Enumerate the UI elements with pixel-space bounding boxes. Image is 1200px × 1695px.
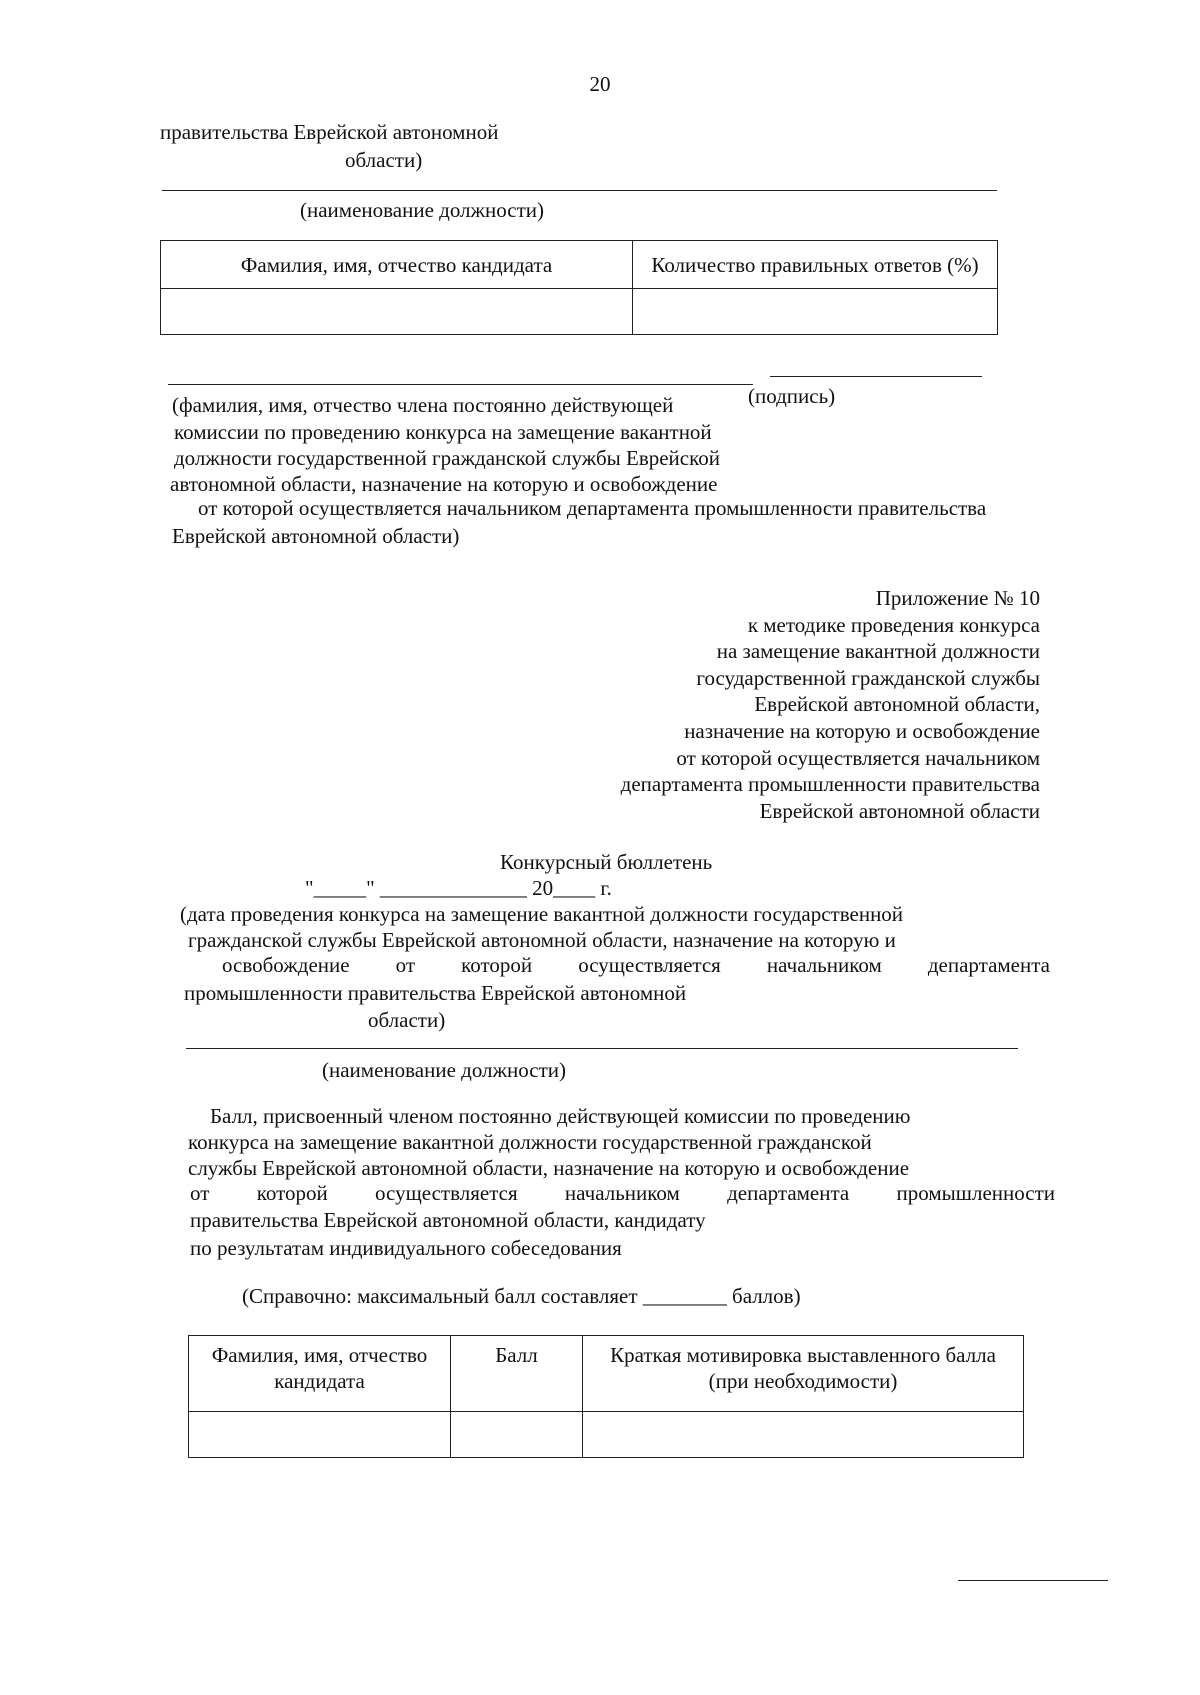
page-number: 20 [589, 72, 611, 96]
score-paragraph-line3: службы Еврейской автономной области, назначение на которую и освобождение [188, 1156, 910, 1180]
table-cell [189, 1412, 451, 1458]
member-caption-line5: от которой осуществляется начальником департамента промышленности правительства [198, 496, 987, 520]
header-motivation: Краткая мотивировка выставленного балла (при необходимости) [583, 1336, 1024, 1412]
table-header-row [161, 241, 998, 289]
member-caption-line4: автономной области, назначение на которую и освобождение [170, 472, 718, 496]
signature-underline [770, 376, 982, 377]
appendix-line: на замещение вакантной должности [716, 639, 1040, 664]
score-paragraph-line6: по результатам индивидуального собеседования [190, 1236, 622, 1260]
member-name-underline [168, 384, 753, 385]
position-caption: (наименование должности) [300, 198, 545, 222]
appendix-line: Еврейской автономной области, [754, 692, 1040, 717]
appendix-line: к методике проведения конкурса [747, 612, 1040, 637]
footer-line [958, 1580, 1108, 1581]
table-cell [161, 289, 633, 335]
table-cell [583, 1412, 1024, 1458]
score-paragraph-line5: правительства Еврейской автономной области, кандидату [190, 1208, 706, 1232]
score-paragraph-line2: конкурса на замещение вакантной должности государственной гражданской [188, 1130, 872, 1154]
ballot-date-line: "_____" ______________ 20____ г. [305, 876, 612, 900]
appendix-line: Еврейской автономной области [759, 798, 1040, 823]
date-caption-line5: области) [368, 1008, 446, 1032]
ballot-position-underline [186, 1048, 1018, 1049]
top-block-line2: области) [345, 148, 423, 172]
table-row [161, 289, 998, 335]
date-caption-line2: гражданской службы Еврейской автономной области, назначение на которую и [188, 928, 896, 952]
reference-note: (Справочно: максимальный балл составляет ________ баллов) [242, 1284, 801, 1308]
header-candidate-name: Фамилия, имя, отчество кандидата [189, 1336, 451, 1412]
score-paragraph-line1: Балл, присвоенный членом постоянно действующей комиссии по проведению [210, 1104, 911, 1128]
date-caption-line4: промышленности правительства Еврейской автономной [184, 981, 687, 1005]
header-score: Балл [451, 1336, 583, 1412]
ballot-position-caption: (наименование должности) [322, 1058, 567, 1082]
appendix-block [621, 585, 1040, 824]
member-caption-line6: Еврейской автономной области) [172, 524, 460, 548]
header-correct-answers: Количество правильных ответов (%) [633, 241, 998, 289]
date-caption-line3: освобождение от которой осуществляется начальником департамента [222, 953, 1050, 977]
score-paragraph-line4: от которой осуществляется начальником департамента промышленности [190, 1181, 1055, 1205]
table-row [189, 1412, 1024, 1458]
table-header-row [189, 1336, 1024, 1412]
appendix-line: назначение на которую и освобождение [684, 718, 1040, 743]
appendix-line: государственной гражданской службы [696, 665, 1040, 690]
ballot-score-table [188, 1335, 1024, 1458]
signature-caption: (подпись) [748, 384, 836, 408]
ballot-title: Конкурсный бюллетень [500, 850, 713, 874]
candidates-answers-table [160, 240, 998, 335]
position-underline [162, 190, 997, 191]
top-block-line1: правительства Еврейской автономной [160, 120, 499, 144]
member-caption-line1: (фамилия, имя, отчество члена постоянно действующей [172, 393, 674, 417]
table-cell [633, 289, 998, 335]
member-caption-line3: должности государственной гражданской службы Еврейской [174, 446, 720, 470]
date-caption-line1: (дата проведения конкурса на замещение вакантной должности государственной [180, 902, 904, 926]
appendix-title: Приложение № 10 [875, 586, 1040, 610]
header-candidate-name: Фамилия, имя, отчество кандидата [161, 241, 633, 289]
appendix-line: департамента промышленности правительства [620, 772, 1040, 797]
table-cell [451, 1412, 583, 1458]
appendix-line: от которой осуществляется начальником [676, 745, 1040, 770]
member-caption-line2: комиссии по проведению конкурса на замещение вакантной [174, 420, 712, 444]
